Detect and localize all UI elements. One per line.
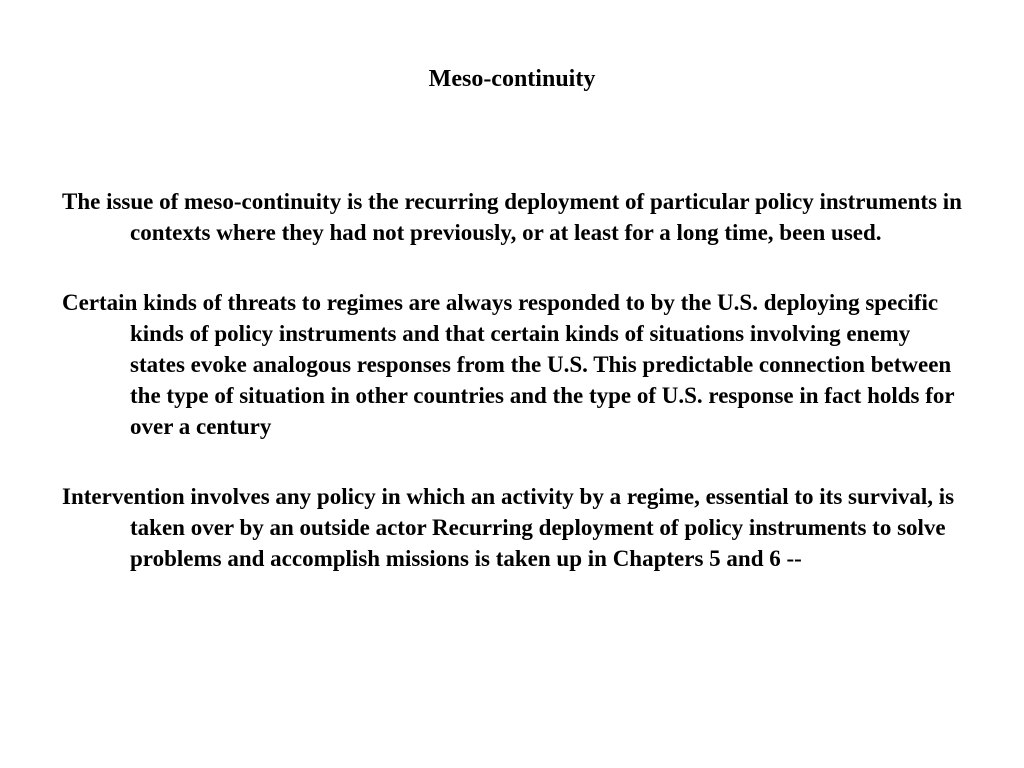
paragraph-intervention: Intervention involves any policy in which an activity by a regime, essential to its survival, is taken over by an outside actor Recurring deployment of policy instruments to solve problems and accomplish missions is taken up in Chapters 5 and 6 -- — [62, 484, 955, 571]
paragraph-threat-responses: Certain kinds of threats to regimes are always responded to by the U.S. deploying specific kinds of policy instruments and that certain kinds of situations involving enemy states evoke analogous responses from the U.S. This predictable connection between the type of situation in other countries and the type of U.S. response in fact holds for over a century — [62, 290, 955, 439]
slide-title: Meso-continuity — [428, 66, 596, 92]
paragraph-meso-continuity-definition: The issue of meso-continuity is the recurring deployment of particular policy instruments in contexts where they had not previously, or at least for a long time, been used. — [62, 189, 962, 245]
slide-body — [62, 186, 962, 574]
